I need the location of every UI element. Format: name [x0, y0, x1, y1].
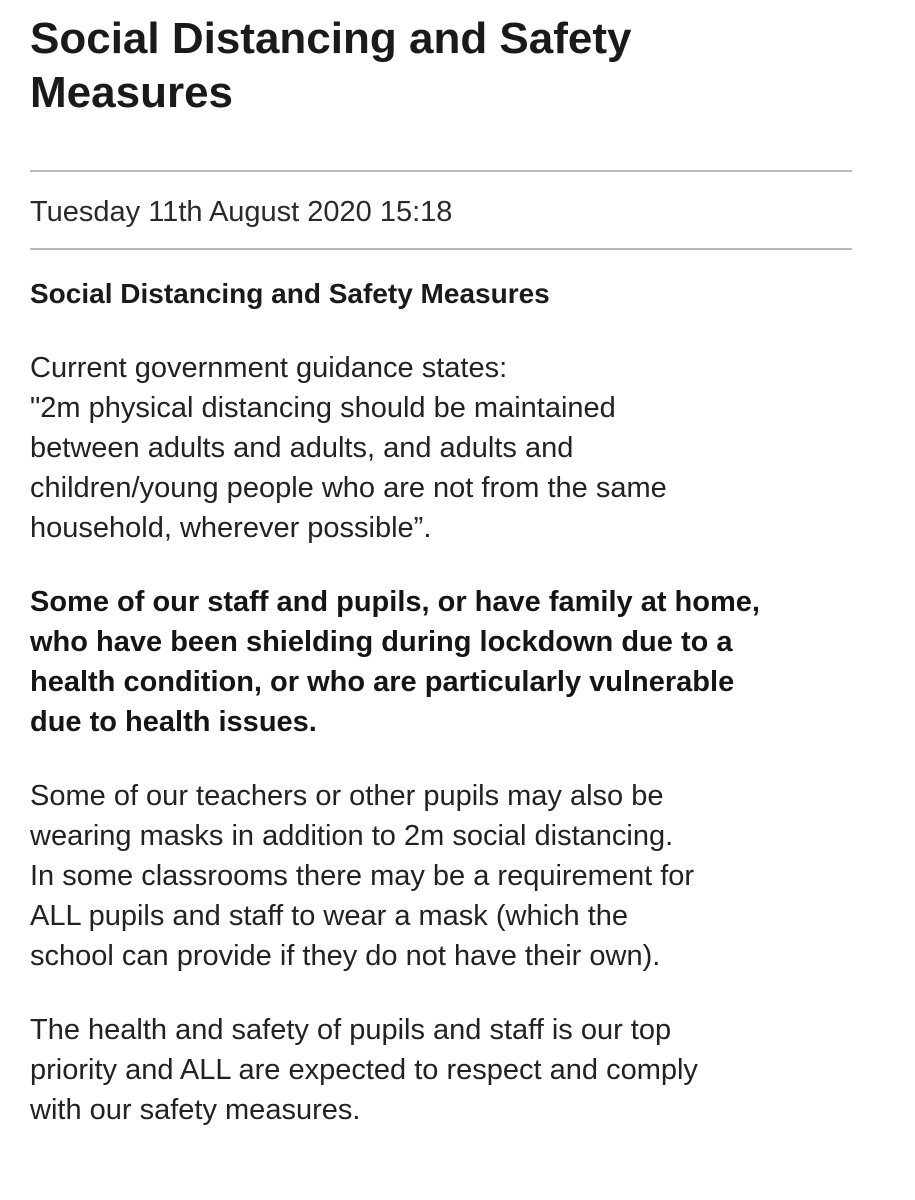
- paragraph-line: with our safety measures.: [30, 1094, 361, 1126]
- paragraph-vulnerable: [30, 582, 870, 742]
- paragraph-line: health condition, or who are particularly vulnerable: [30, 666, 735, 698]
- page-title-line: Social Distancing and Safety: [30, 14, 632, 63]
- paragraph-line: school can provide if they do not have their own).: [30, 940, 661, 972]
- paragraph-line: between adults and adults, and adults and: [30, 432, 574, 464]
- paragraph-line: children/young people who are not from the same: [30, 472, 667, 504]
- article-heading: Social Distancing and Safety Measures: [30, 278, 550, 309]
- paragraph-line: The health and safety of pupils and staff is our top: [30, 1014, 672, 1046]
- divider-bottom: [30, 248, 852, 250]
- paragraph-line: ALL pupils and staff to wear a mask (which the: [30, 900, 629, 932]
- paragraph-line: "2m physical distancing should be maintained: [30, 392, 616, 424]
- paragraph-line: Some of our teachers or other pupils may also be: [30, 780, 664, 812]
- paragraph-line: wearing masks in addition to 2m social distancing.: [30, 820, 674, 852]
- page-title-line: Measures: [30, 68, 234, 117]
- post-date: Tuesday 11th August 2020 15:18: [30, 196, 453, 228]
- paragraph-priority: [30, 1010, 870, 1130]
- page-header: [30, 0, 860, 120]
- paragraph-line: In some classrooms there may be a requirement for: [30, 860, 695, 892]
- paragraph-line: due to health issues.: [30, 706, 317, 738]
- paragraph-masks: [30, 776, 870, 976]
- paragraph-line: priority and ALL are expected to respect and comply: [30, 1054, 698, 1086]
- paragraph-line: Some of our staff and pupils, or have family at home,: [30, 586, 760, 618]
- paragraph-line: Current government guidance states:: [30, 352, 508, 384]
- paragraph-line: who have been shielding during lockdown due to a: [30, 626, 733, 658]
- divider-top: [30, 170, 852, 172]
- page-title: [30, 12, 860, 120]
- paragraph-line: household, wherever possible”.: [30, 512, 432, 544]
- paragraph-guidance: [30, 348, 870, 548]
- article-body: [30, 274, 870, 1130]
